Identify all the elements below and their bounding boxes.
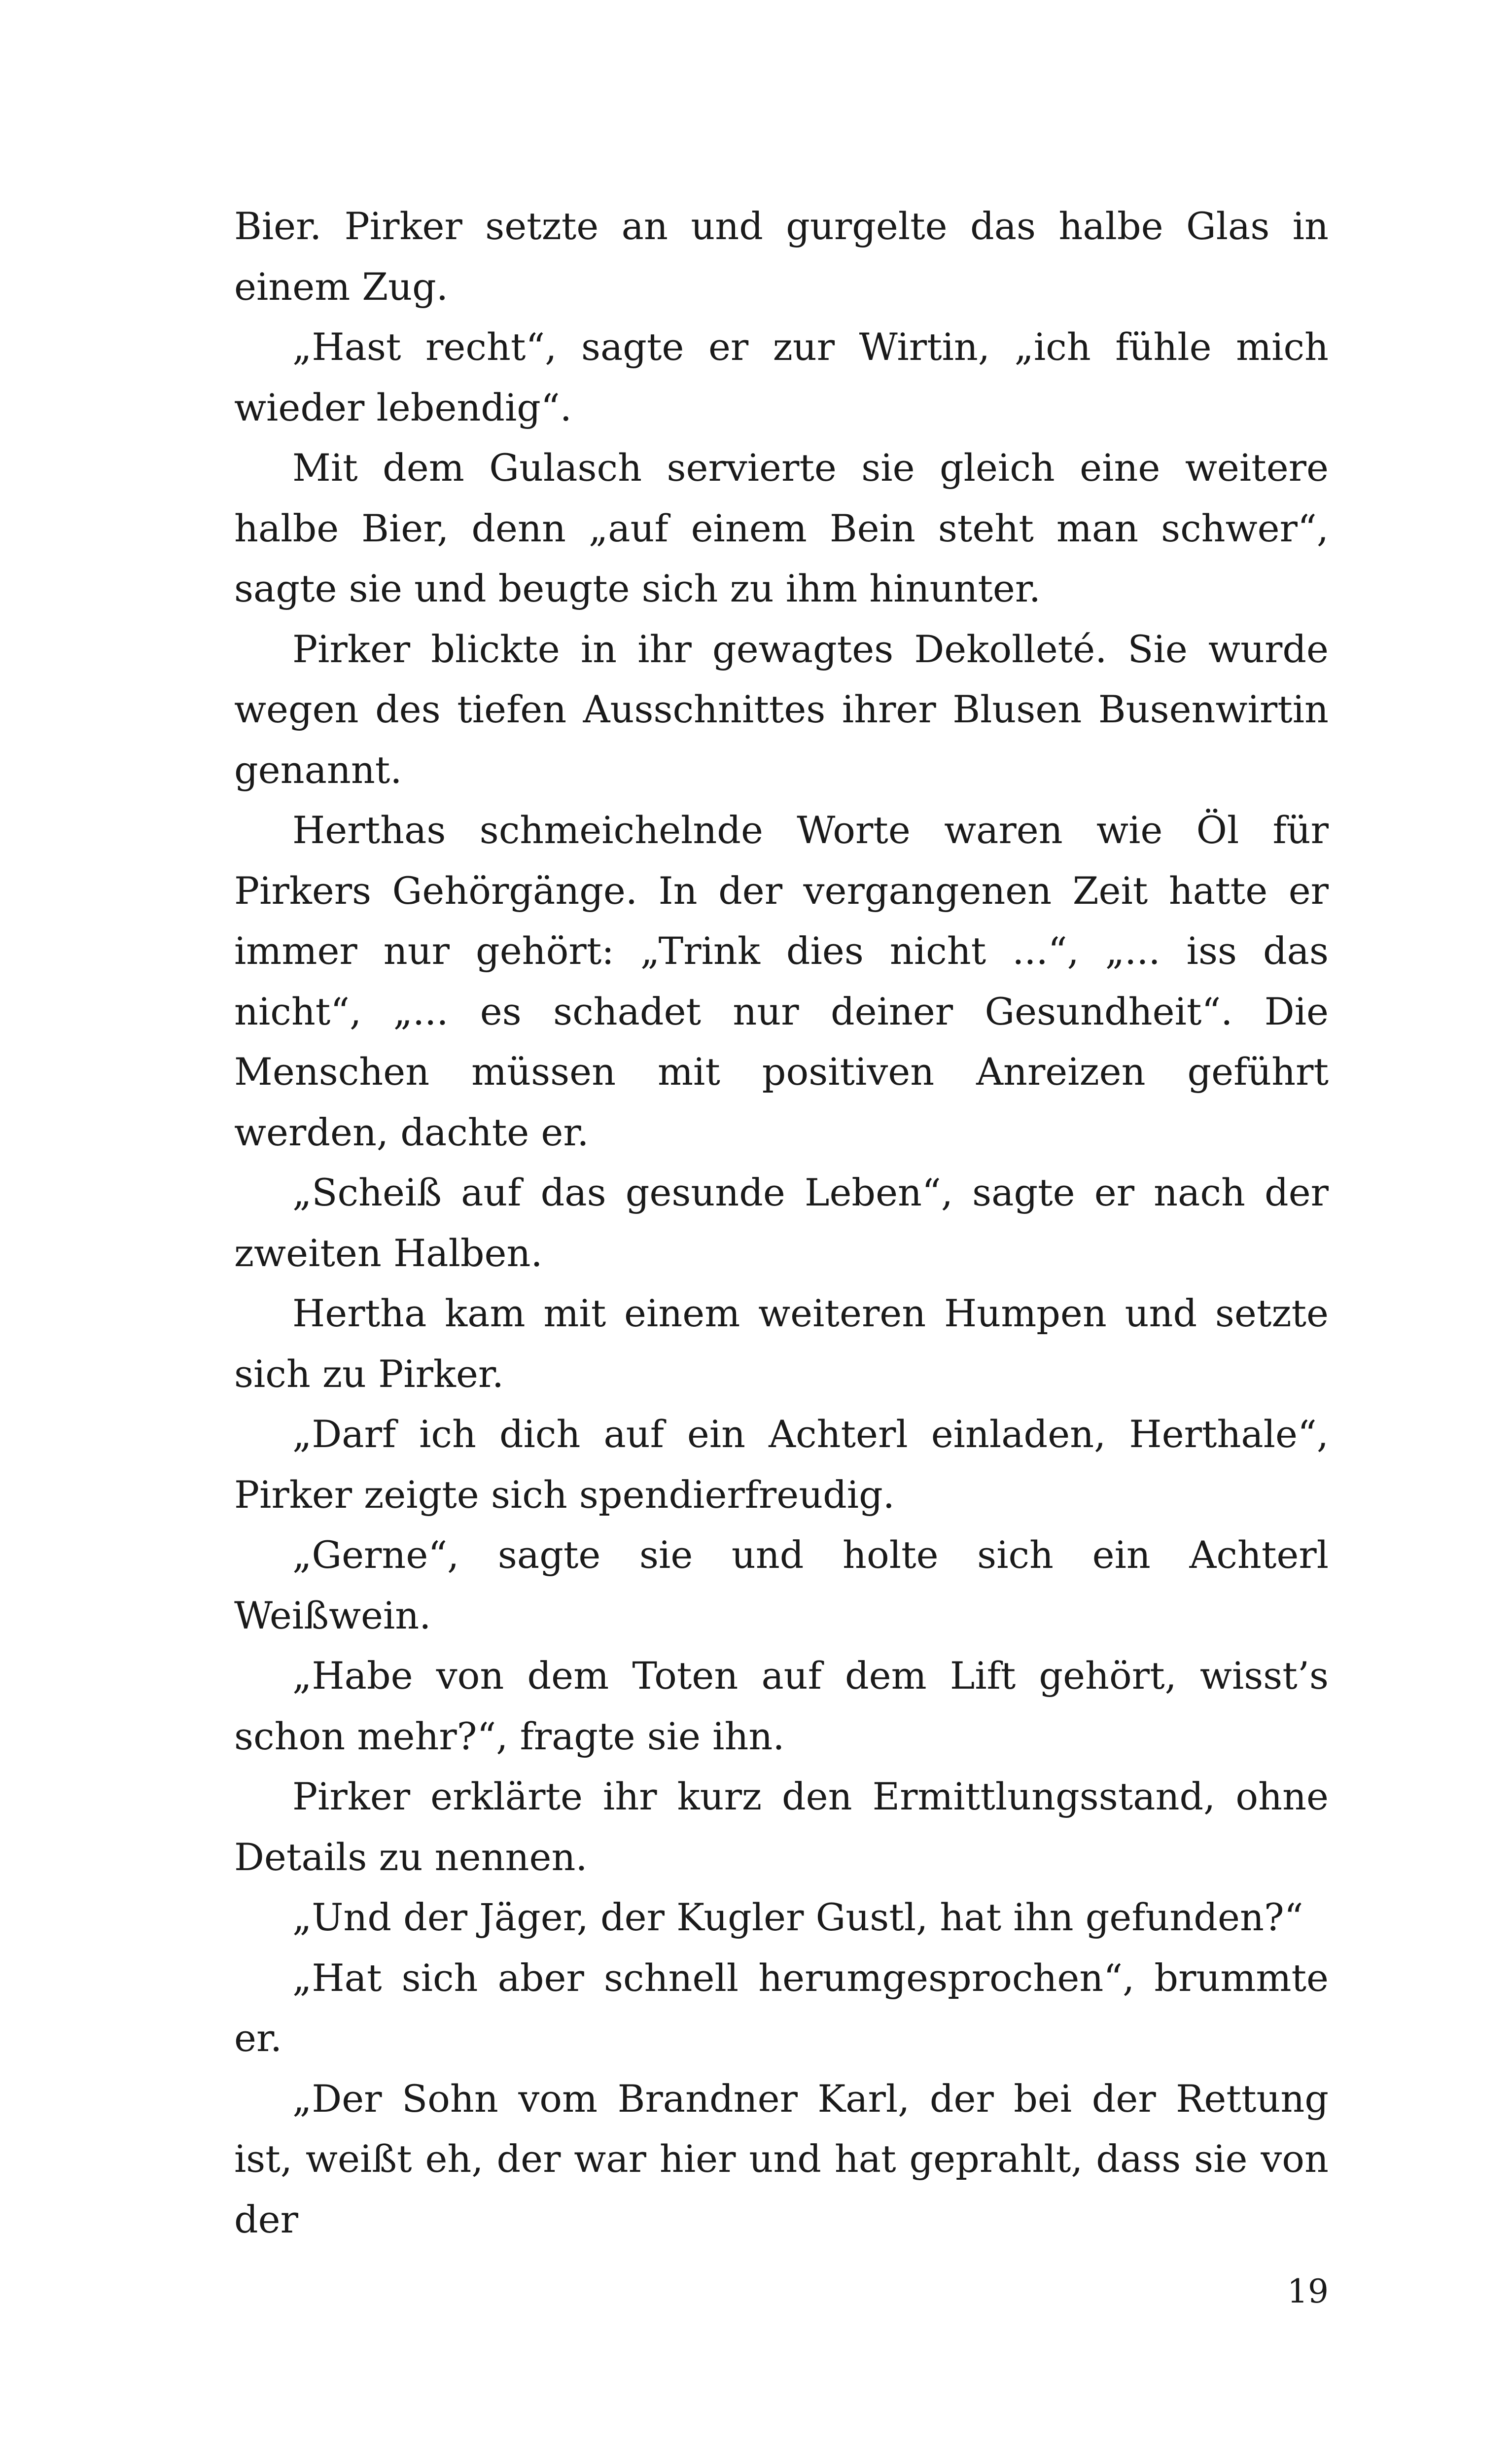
body-text <box>234 196 1329 2250</box>
paragraph-8: „Darf ich dich auf ein Achterl einladen, Herthale“, Pirker zeigte sich spendierfreudig. <box>234 1412 1329 1517</box>
paragraph-2: „Hast recht“, sagte er zur Wirtin, „ich fühle mich wieder lebendig“. <box>234 325 1329 429</box>
paragraph-11: Pirker erklärte ihr kurz den Ermittlungsstand, ohne Details zu nennen. <box>234 1774 1329 1879</box>
paragraph-1: Bier. Pirker setzte an und gurgelte das halbe Glas in einem Zug. <box>234 204 1329 309</box>
paragraph-12: „Und der Jäger, der Kugler Gustl, hat ihn gefunden?“ <box>292 1895 1303 1939</box>
paragraph-10: „Habe von dem Toten auf dem Lift gehört, wisst’s schon mehr?“, fragte sie ihn. <box>234 1654 1329 1758</box>
paragraph-5: Herthas schmeichelnde Worte waren wie Öl für Pirkers Gehörgänge. In der vergangenen Zeit hatte er immer nur gehört: „Trink dies nicht ...“, „... iss das nicht“, „... es schadet nur deiner Gesundheit“. Die Menschen müssen mit positiven Anreizen geführt werden, dachte er. <box>234 808 1329 1154</box>
paragraph-7: Hertha kam mit einem weiteren Humpen und setzte sich zu Pirker. <box>234 1291 1329 1396</box>
paragraph-13: „Hat sich aber schnell herumgesprochen“, brummte er. <box>234 1955 1329 2060</box>
paragraph-9: „Gerne“, sagte sie und holte sich ein Achterl Weißwein. <box>234 1533 1329 1637</box>
paragraph-6: „Scheiß auf das gesunde Leben“, sagte er nach der zweiten Halben. <box>234 1170 1329 1275</box>
paragraph-3: Mit dem Gulasch servierte sie gleich eine weitere halbe Bier, denn „auf einem Bein steht man schwer“, sagte sie und beugte sich zu ihm hinunter. <box>234 446 1329 610</box>
paragraph-4: Pirker blickte in ihr gewagtes Dekolleté. Sie wurde wegen des tiefen Ausschnittes ihrer Blusen Busenwirtin genannt. <box>234 627 1329 792</box>
paragraph-14: „Der Sohn vom Brandner Karl, der bei der Rettung ist, weißt eh, der war hier und hat geprahlt, dass sie von der <box>234 2076 1329 2241</box>
page-number: 19 <box>1287 2272 1329 2310</box>
